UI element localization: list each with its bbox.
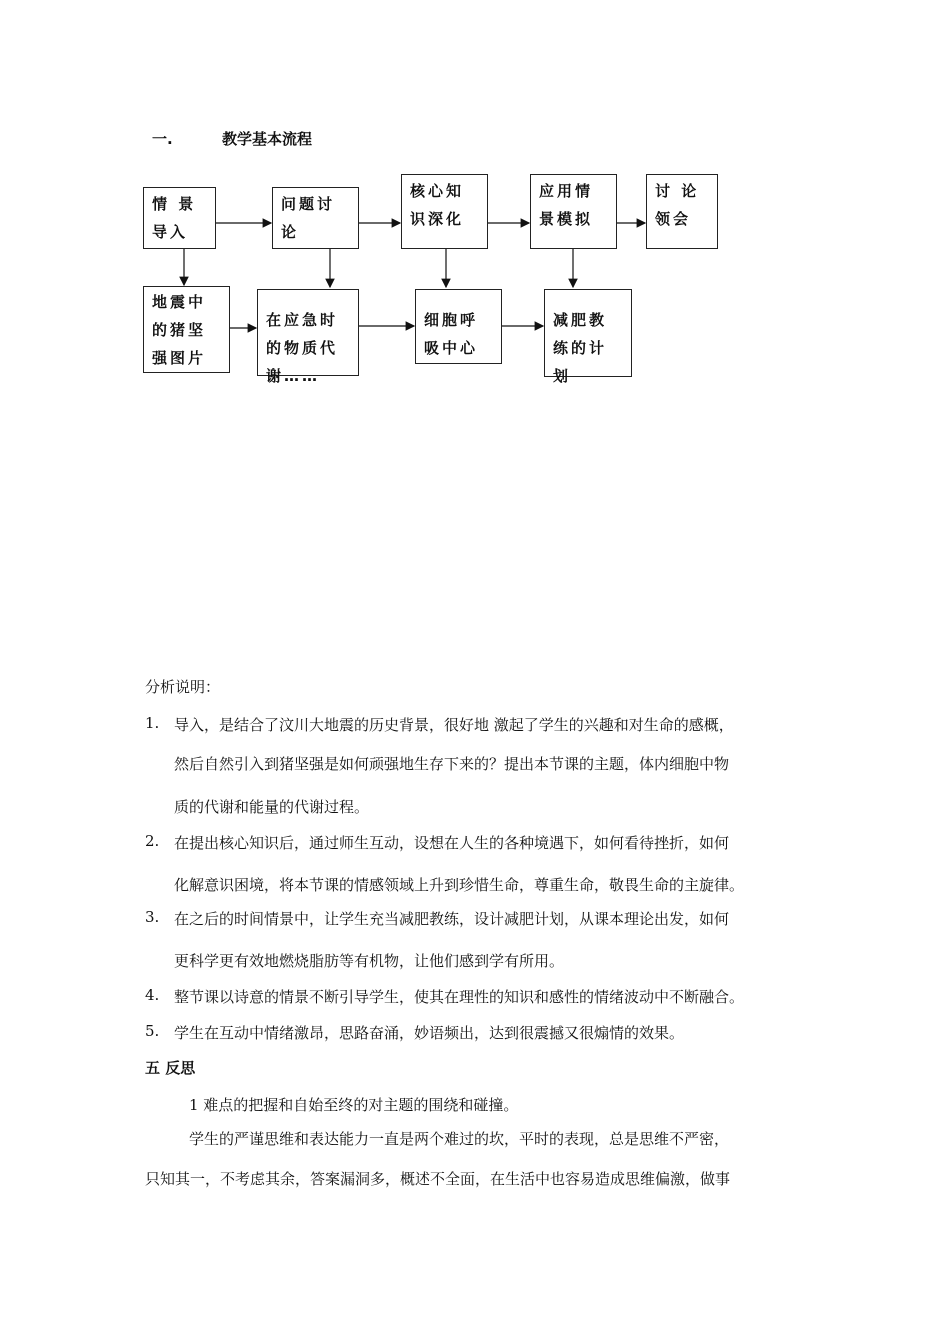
item-line: 在提出核心知识后，通过师生互动，设想在人生的各种境遇下，如何看待挫折，如何 <box>174 834 730 852</box>
box-line: 吸中心 <box>424 339 479 357</box>
box-line: 应用情 <box>539 182 594 200</box>
item-number: 2. <box>145 832 160 850</box>
box-line: 识深化 <box>410 210 465 228</box>
item-line: 更科学更有效地燃烧脂肪等有机物，让他们感到学有所用。 <box>174 952 565 970</box>
box-line: 减肥教 <box>553 311 608 329</box>
flow-box-scene-intro <box>143 187 216 249</box>
item-number: 4. <box>145 986 160 1004</box>
box-line: 谢…… <box>266 367 321 385</box>
box-line: 景模拟 <box>539 210 594 228</box>
section-number: 一. <box>152 130 173 148</box>
box-line: 问题讨 <box>281 195 336 213</box>
flow-box-cell-respiration <box>415 289 502 364</box>
reflection-paragraph-line: 只知其一，不考虑其余，答案漏洞多，概述不全面，在生活中也容易造成思维偏激，做事 <box>145 1170 731 1188</box>
item-number: 3. <box>145 908 160 926</box>
flow-box-diet-coach-plan <box>544 289 632 385</box>
box-line: 讨 论 <box>655 182 700 200</box>
flow-box-earthquake-pig <box>143 286 230 373</box>
box-line: 导入 <box>152 223 189 241</box>
flow-box-core-knowledge <box>401 174 488 249</box>
reflection-heading: 五 反思 <box>145 1059 196 1077</box>
flow-box-applied-scenario <box>530 174 617 249</box>
flow-box-problem-discussion <box>272 187 359 249</box>
box-line: 情 景 <box>152 195 197 213</box>
flow-box-discussion-understanding <box>646 174 718 249</box>
item-line: 然后自然引入到猪坚强是如何顽强地生存下来的？提出本节课的主题，体内细胞中物 <box>174 755 730 773</box>
reflection-paragraph-line: 学生的严谨思维和表达能力一直是两个难过的坎，平时的表现，总是思维不严密， <box>189 1130 730 1148</box>
item-number: 5. <box>145 1022 160 1040</box>
box-line: 的物质代 <box>266 339 339 357</box>
analysis-title: 分析说明： <box>145 678 221 696</box>
box-line: 领会 <box>655 210 692 228</box>
box-line: 强图片 <box>152 349 207 367</box>
box-line: 的猪坚 <box>152 321 207 339</box>
box-line: 划 <box>553 367 572 385</box>
section-title: 教学基本流程 <box>222 130 313 148</box>
box-line: 练的计 <box>553 339 608 357</box>
item-line: 导入，是结合了汶川大地震的历史背景，很好地 激起了学生的兴趣和对生命的感概， <box>174 716 734 734</box>
box-line: 在应急时 <box>266 311 339 329</box>
item-line: 在之后的时间情景中，让学生充当减肥教练，设计减肥计划，从课本理论出发，如何 <box>174 910 730 928</box>
box-line: 核心知 <box>410 182 465 200</box>
box-line: 细胞呼 <box>424 311 479 329</box>
box-line: 论 <box>281 223 300 241</box>
flow-box-emergency-metabolism <box>257 289 359 385</box>
item-line: 学生在互动中情绪激昂，思路奋涌，妙语频出，达到很震撼又很煽情的效果。 <box>174 1024 685 1042</box>
reflection-point-1: 1 难点的把握和自始至终的对主题的围绕和碰撞。 <box>189 1096 519 1114</box>
box-line: 地震中 <box>152 293 207 311</box>
item-number: 1. <box>145 714 160 732</box>
item-line: 整节课以诗意的情景不断引导学生，使其在理性的知识和感性的情绪波动中不断融合。 <box>174 988 745 1006</box>
item-line: 化解意识困境，将本节课的情感领域上升到珍惜生命，尊重生命，敬畏生命的主旋律。 <box>174 876 745 894</box>
item-line: 质的代谢和能量的代谢过程。 <box>174 798 370 816</box>
